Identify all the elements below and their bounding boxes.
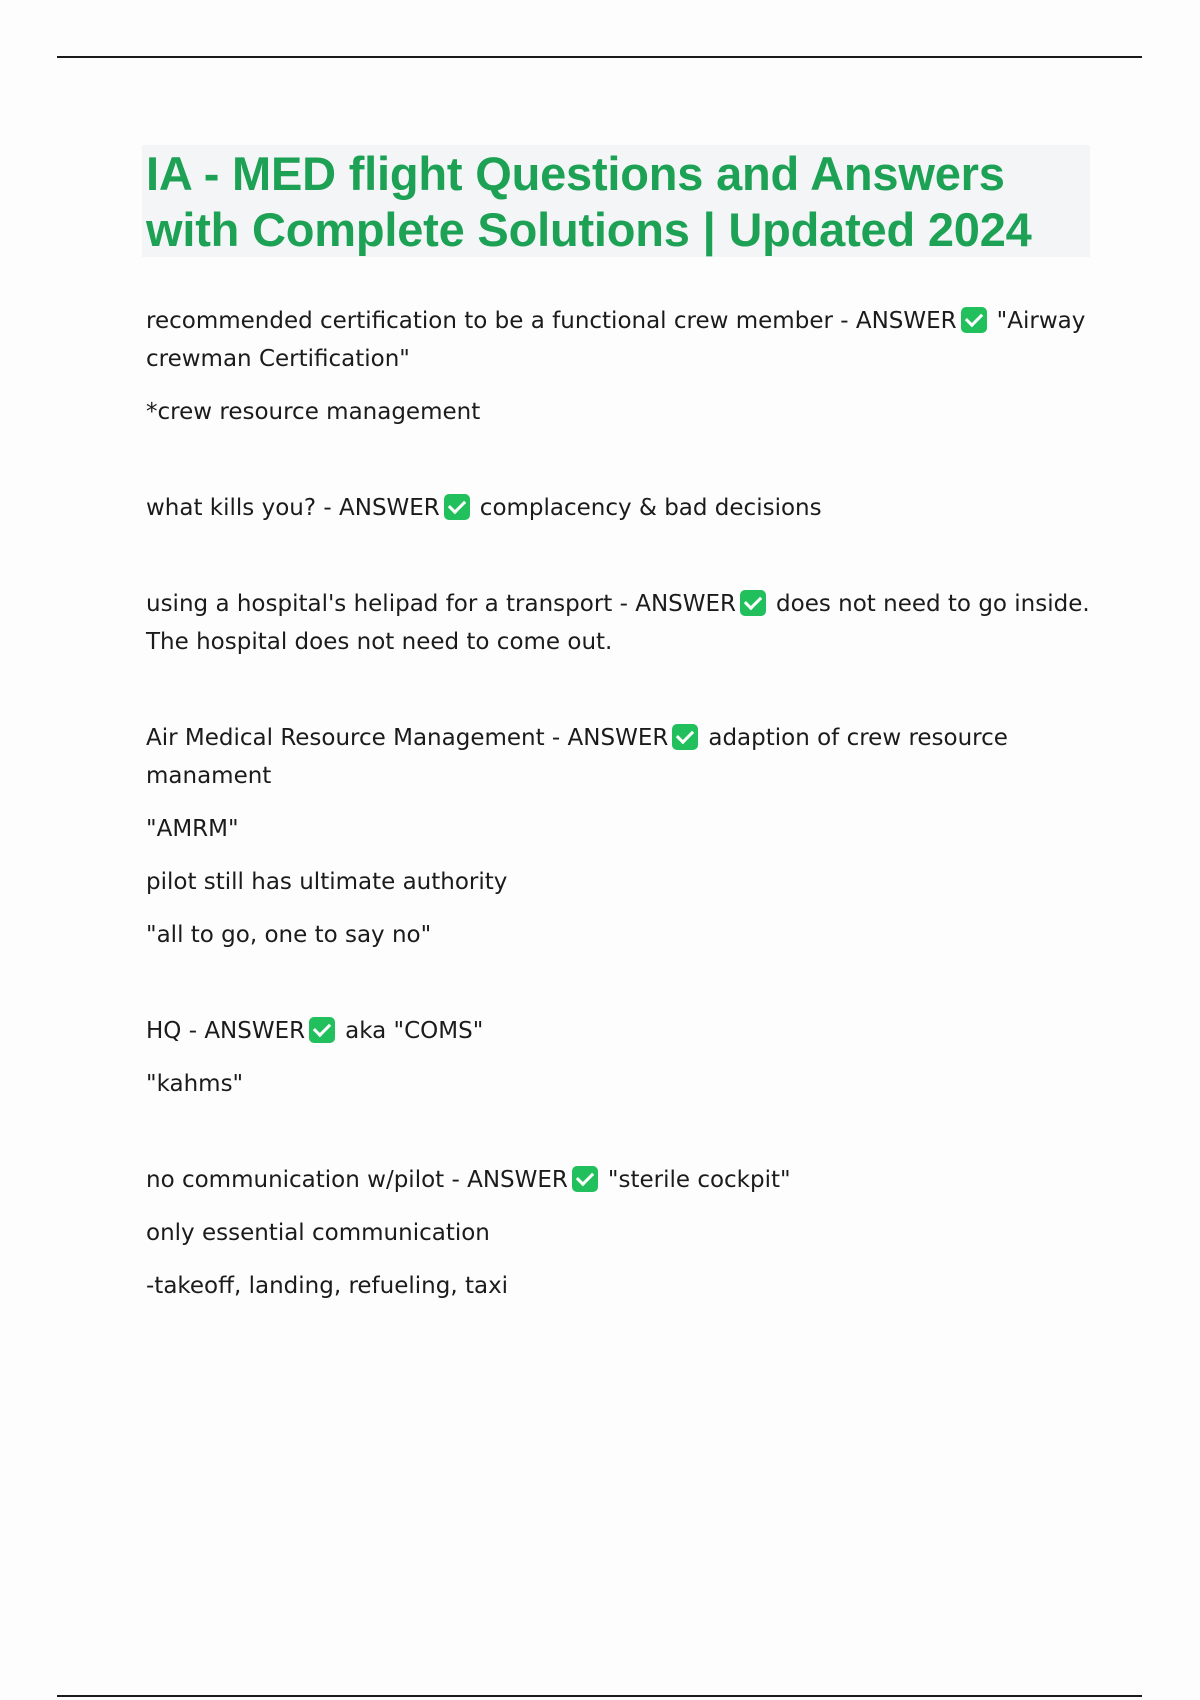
note-line: -takeoff, landing, refueling, taxi xyxy=(146,1273,509,1299)
answer-separator: - ANSWER xyxy=(612,591,737,617)
answer-text: aka "COMS" xyxy=(345,1018,484,1044)
note-line: only essential communication xyxy=(146,1220,490,1246)
check-mark-icon xyxy=(961,307,987,333)
qa-item xyxy=(146,585,1096,661)
check-mark-icon xyxy=(572,1166,598,1192)
qa-line xyxy=(146,719,1096,795)
note-line: "all to go, one to say no" xyxy=(146,922,432,948)
qa-line xyxy=(146,1012,1096,1050)
check-mark-icon xyxy=(672,724,698,750)
qa-item xyxy=(146,1012,1096,1103)
question-text: HQ xyxy=(146,1018,182,1044)
answer-separator: - ANSWER xyxy=(444,1167,568,1193)
check-mark-icon xyxy=(740,590,766,616)
note-line: *crew resource management xyxy=(146,399,481,425)
qa-item xyxy=(146,302,1096,431)
answer-separator: - ANSWER xyxy=(316,495,440,521)
answer-separator: - ANSWER xyxy=(181,1018,306,1044)
answer-text: complacency & bad decisions xyxy=(479,495,822,521)
answer-separator: - ANSWER xyxy=(544,725,669,751)
check-mark-icon xyxy=(309,1017,335,1043)
note-line: pilot still has ultimate authority xyxy=(146,869,508,895)
qa-line xyxy=(146,585,1096,661)
footer-rule xyxy=(57,1695,1142,1697)
note-line: "kahms" xyxy=(146,1071,244,1097)
document-title: IA - MED flight Questions and Answers with Complete Solutions | Updated 2024 xyxy=(146,147,1032,256)
qa-item xyxy=(146,719,1096,954)
document-body xyxy=(146,302,1096,1363)
qa-line xyxy=(146,1161,1096,1199)
question-text: using a hospital's helipad for a transport xyxy=(146,591,613,617)
header-rule xyxy=(57,56,1142,58)
answer-text: "Airway crewman Certification" xyxy=(146,308,1086,372)
qa-line xyxy=(146,302,1096,378)
qa-item xyxy=(146,489,1096,527)
qa-item xyxy=(146,1161,1096,1305)
answer-separator: - ANSWER xyxy=(832,308,957,334)
question-text: Air Medical Resource Management xyxy=(146,725,545,751)
qa-line xyxy=(146,489,1096,527)
question-text: what kills you? xyxy=(146,495,317,521)
question-text: no communication w/pilot xyxy=(146,1167,445,1193)
answer-text: adaption of crew resource manament xyxy=(146,725,1008,789)
note-line: "AMRM" xyxy=(146,816,239,842)
answer-text: does not need to go inside. The hospital does not need to come out. xyxy=(146,591,1090,655)
check-mark-icon xyxy=(444,494,470,520)
answer-text: "sterile cockpit" xyxy=(607,1167,791,1193)
question-text: recommended certification to be a functional crew member xyxy=(146,308,833,334)
